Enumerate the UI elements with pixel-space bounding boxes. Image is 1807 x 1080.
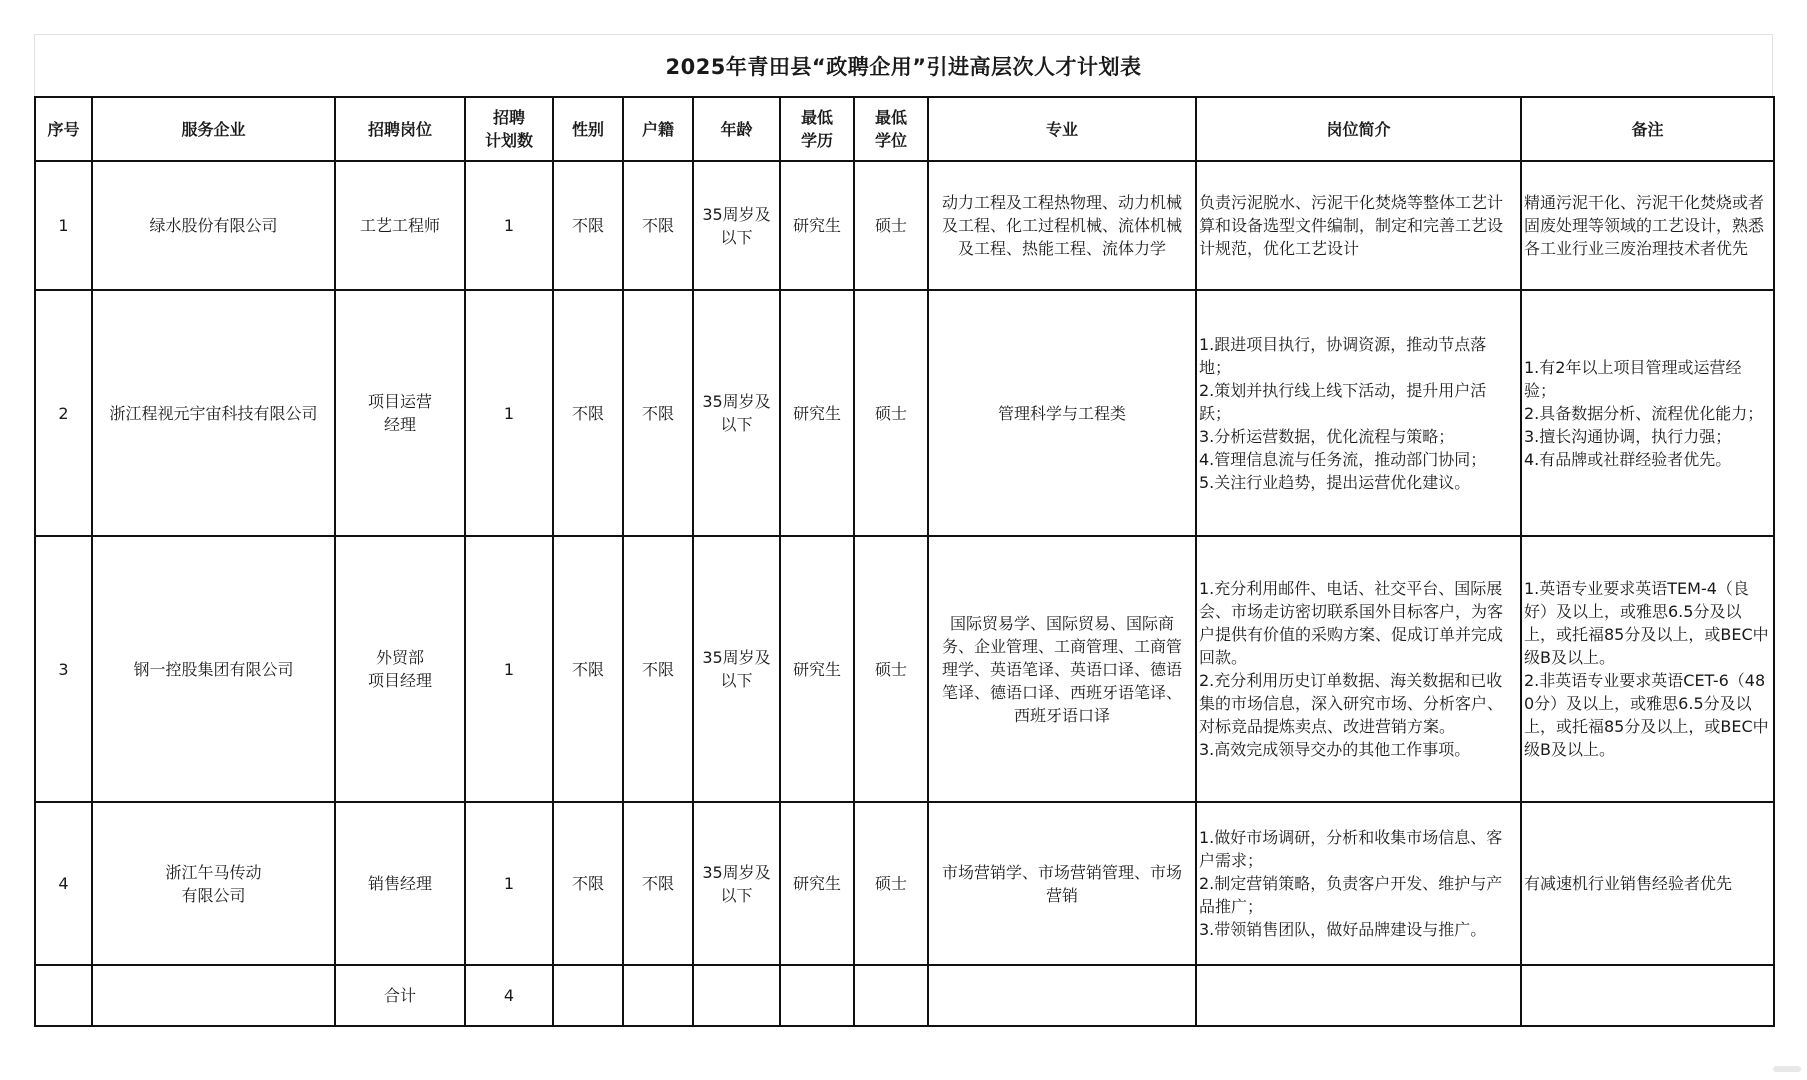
table-row — [35, 161, 1774, 290]
cell-no: 3 — [35, 536, 92, 802]
cell-major: 国际贸易学、国际贸易、国际商务、企业管理、工商管理、工商管理学、英语笔译、英语口译、德语笔译、德语口译、西班牙语笔译、西班牙语口译 — [928, 536, 1196, 802]
table-title: 2025年青田县“政聘企用”引进高层次人才计划表 — [34, 34, 1773, 96]
cell-desc: 1.跟进项目执行，协调资源，推动节点落地； 2.策划并执行线上线下活动，提升用户活跃； 3.分析运营数据，优化流程与策略； 4.管理信息流与任务流，推动部门协同； 5.关注行业趋势，提出运营优化建议。 — [1196, 290, 1521, 536]
cell-no: 2 — [35, 290, 92, 536]
cell-hukou: 不限 — [623, 536, 693, 802]
cell-empty — [623, 965, 693, 1026]
cell-empty — [854, 965, 928, 1026]
header-degree: 最低 学位 — [854, 97, 928, 161]
cell-remark: 有减速机行业销售经验者优先 — [1521, 802, 1774, 965]
corner-watermark-mark — [1773, 1064, 1801, 1074]
cell-gender: 不限 — [553, 536, 623, 802]
total-label: 合计 — [335, 965, 465, 1026]
cell-empty — [92, 965, 335, 1026]
cell-age: 35周岁及 以下 — [693, 161, 780, 290]
cell-degree: 硕士 — [854, 290, 928, 536]
cell-gender: 不限 — [553, 290, 623, 536]
header-company: 服务企业 — [92, 97, 335, 161]
cell-desc: 1.充分利用邮件、电话、社交平台、国际展会、市场走访密切联系国外目标客户，为客户提供有价值的采购方案、促成订单并完成回款。 2.充分利用历史订单数据、海关数据和已收集的市场信息，深入研究市场、分析客户、对标竞品提炼卖点、改进营销方案。 3.高效完成领导交办的其他工作事项。 — [1196, 536, 1521, 802]
cell-major: 市场营销学、市场营销管理、市场营销 — [928, 802, 1196, 965]
cell-position: 项目运营 经理 — [335, 290, 465, 536]
total-row — [35, 965, 1774, 1026]
cell-hukou: 不限 — [623, 290, 693, 536]
table-row — [35, 290, 1774, 536]
cell-edu: 研究生 — [780, 802, 854, 965]
cell-empty — [553, 965, 623, 1026]
plan-table-sheet — [34, 34, 1773, 1027]
cell-degree: 硕士 — [854, 802, 928, 965]
cell-empty — [780, 965, 854, 1026]
table-row — [35, 802, 1774, 965]
cell-hukou: 不限 — [623, 802, 693, 965]
cell-age: 35周岁及 以下 — [693, 536, 780, 802]
cell-empty — [35, 965, 92, 1026]
header-position: 招聘岗位 — [335, 97, 465, 161]
header-gender: 性别 — [553, 97, 623, 161]
header-hukou: 户籍 — [623, 97, 693, 161]
cell-gender: 不限 — [553, 802, 623, 965]
cell-no: 1 — [35, 161, 92, 290]
total-count: 4 — [465, 965, 553, 1026]
cell-position: 销售经理 — [335, 802, 465, 965]
cell-count: 1 — [465, 536, 553, 802]
cell-gender: 不限 — [553, 161, 623, 290]
cell-major: 动力工程及工程热物理、动力机械及工程、化工过程机械、流体机械及工程、热能工程、流体力学 — [928, 161, 1196, 290]
table-row — [35, 536, 1774, 802]
cell-count: 1 — [465, 802, 553, 965]
header-edu: 最低 学历 — [780, 97, 854, 161]
cell-edu: 研究生 — [780, 536, 854, 802]
cell-hukou: 不限 — [623, 161, 693, 290]
header-row — [35, 97, 1774, 161]
cell-degree: 硕士 — [854, 161, 928, 290]
cell-age: 35周岁及 以下 — [693, 290, 780, 536]
cell-company: 绿水股份有限公司 — [92, 161, 335, 290]
cell-age: 35周岁及 以下 — [693, 802, 780, 965]
cell-count: 1 — [465, 290, 553, 536]
cell-empty — [928, 965, 1196, 1026]
cell-edu: 研究生 — [780, 161, 854, 290]
cell-desc: 1.做好市场调研，分析和收集市场信息、客户需求； 2.制定营销策略，负责客户开发、维护与产品推广； 3.带领销售团队，做好品牌建设与推广。 — [1196, 802, 1521, 965]
cell-empty — [693, 965, 780, 1026]
cell-company: 浙江午马传动 有限公司 — [92, 802, 335, 965]
cell-major: 管理科学与工程类 — [928, 290, 1196, 536]
recruitment-plan-table — [34, 96, 1775, 1027]
cell-company: 浙江程视元宇宙科技有限公司 — [92, 290, 335, 536]
cell-remark: 1.有2年以上项目管理或运营经验； 2.具备数据分析、流程优化能力； 3.擅长沟通协调，执行力强； 4.有品牌或社群经验者优先。 — [1521, 290, 1774, 536]
cell-desc: 负责污泥脱水、污泥干化焚烧等整体工艺计算和设备选型文件编制，制定和完善工艺设计规范，优化工艺设计 — [1196, 161, 1521, 290]
cell-edu: 研究生 — [780, 290, 854, 536]
header-count: 招聘 计划数 — [465, 97, 553, 161]
header-major: 专业 — [928, 97, 1196, 161]
cell-degree: 硕士 — [854, 536, 928, 802]
cell-company: 钢一控股集团有限公司 — [92, 536, 335, 802]
cell-position: 外贸部 项目经理 — [335, 536, 465, 802]
header-desc: 岗位简介 — [1196, 97, 1521, 161]
cell-position: 工艺工程师 — [335, 161, 465, 290]
cell-count: 1 — [465, 161, 553, 290]
header-remark: 备注 — [1521, 97, 1774, 161]
cell-no: 4 — [35, 802, 92, 965]
cell-empty — [1521, 965, 1774, 1026]
header-no: 序号 — [35, 97, 92, 161]
cell-remark: 1.英语专业要求英语TEM-4（良好）及以上，或雅思6.5分及以上，或托福85分及以上，或BEC中级B及以上。 2.非英语专业要求英语CET-6（480分）及以上，或雅思6.5分及以上，或托福85分及以上，或BEC中级B及以上。 — [1521, 536, 1774, 802]
cell-remark: 精通污泥干化、污泥干化焚烧或者固废处理等领域的工艺设计，熟悉各工业行业三废治理技术者优先 — [1521, 161, 1774, 290]
header-age: 年龄 — [693, 97, 780, 161]
cell-empty — [1196, 965, 1521, 1026]
